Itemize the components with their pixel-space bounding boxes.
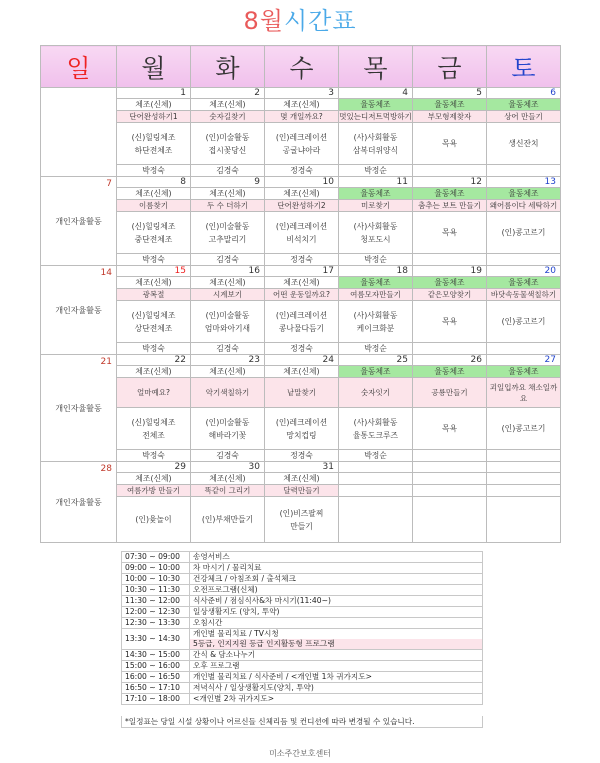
day-dates-cell: 5 bbox=[413, 88, 487, 99]
day-exercise-cell bbox=[413, 473, 487, 485]
week-4-row-date bbox=[41, 355, 561, 366]
day-activity-cell: 미로찾기 bbox=[339, 200, 413, 212]
day-dates-cell: 2 bbox=[191, 88, 265, 99]
day-exercise-cell: 율동체조 bbox=[413, 366, 487, 378]
week-2-row-nm bbox=[41, 254, 561, 266]
daily-schedule-table bbox=[121, 551, 483, 705]
week-1-row-act bbox=[41, 111, 561, 123]
day-exercise-cell: 체조(신체) bbox=[117, 366, 191, 378]
day-activity-cell: 여름모자만들기 bbox=[339, 289, 413, 301]
daily-time: 11:30 ~ 12:00 bbox=[122, 596, 190, 607]
week-4-row-act bbox=[41, 378, 561, 408]
day-dates-cell bbox=[339, 462, 413, 473]
day-activity-cell: 바닷속동물색칠하기 bbox=[487, 289, 561, 301]
day-dates-cell: 1 bbox=[117, 88, 191, 99]
weekday-thu: 목 bbox=[339, 46, 413, 88]
day-activity-cell: 이름찾기 bbox=[117, 200, 191, 212]
day-program-cell: 목욕 bbox=[413, 123, 487, 165]
day-activity-cell: 숫자잇기 bbox=[339, 378, 413, 408]
daily-desc: 건강체크 / 아침조회 / 출석체크 bbox=[190, 574, 483, 585]
day-dates-cell: 29 bbox=[117, 462, 191, 473]
day-staff-cell bbox=[487, 254, 561, 266]
day-activity-cell bbox=[339, 485, 413, 497]
day-staff-cell: 박정순 bbox=[339, 165, 413, 177]
day-exercise-cell: 체조(신체) bbox=[117, 99, 191, 111]
daily-desc-line1: 개인별 물리치료 / TV시청 bbox=[193, 629, 279, 638]
sunday-activity: 개인자율활동 bbox=[55, 403, 102, 413]
week-5-row-act bbox=[41, 485, 561, 497]
day-dates-cell: 10 bbox=[265, 177, 339, 188]
daily-row bbox=[122, 552, 483, 563]
daily-row bbox=[122, 563, 483, 574]
daily-time: 12:30 ~ 13:30 bbox=[122, 618, 190, 629]
daily-time: 09:00 ~ 10:00 bbox=[122, 563, 190, 574]
day-exercise-cell: 율동체조 bbox=[413, 277, 487, 289]
week-5-row-big bbox=[41, 497, 561, 543]
day-program-cell: (신)힐링체조 상단전체조 bbox=[117, 301, 191, 343]
day-staff-cell bbox=[413, 450, 487, 462]
day-exercise-cell: 율동체조 bbox=[339, 366, 413, 378]
daily-time: 10:30 ~ 11:30 bbox=[122, 585, 190, 596]
day-program-cell: (인)미술활동 해바라기꽃 bbox=[191, 408, 265, 450]
day-exercise-cell: 체조(신체) bbox=[191, 188, 265, 200]
day-exercise-cell: 율동체조 bbox=[487, 188, 561, 200]
daily-row bbox=[122, 650, 483, 661]
title-schedule: 시간표 bbox=[283, 7, 357, 35]
week-2-row-act bbox=[41, 200, 561, 212]
day-dates-cell: 16 bbox=[191, 266, 265, 277]
day-dates-cell: 22 bbox=[117, 355, 191, 366]
sunday-cell bbox=[41, 88, 117, 177]
week-1-row-date bbox=[41, 88, 561, 99]
weekday-wed: 수 bbox=[265, 46, 339, 88]
daily-row bbox=[122, 607, 483, 618]
page-title bbox=[0, 4, 600, 38]
day-program-cell: 목욕 bbox=[413, 212, 487, 254]
day-program-cell: (인)윷놀이 bbox=[117, 497, 191, 543]
daily-desc: 차 마시기 / 물리치료 bbox=[190, 563, 483, 574]
day-staff-cell: 박정숙 bbox=[117, 165, 191, 177]
day-program-cell: (인)레크레이션 공굴냐아라 bbox=[265, 123, 339, 165]
day-activity-cell: 상어 만들기 bbox=[487, 111, 561, 123]
daily-desc bbox=[190, 629, 483, 650]
weekday-tue: 화 bbox=[191, 46, 265, 88]
daily-desc: 일상생활지도 (양치, 투약) bbox=[190, 607, 483, 618]
day-program-cell: (사)사회활동 삼복더위양식 bbox=[339, 123, 413, 165]
day-program-cell bbox=[487, 497, 561, 543]
day-dates-cell: 9 bbox=[191, 177, 265, 188]
week-2-row-ex bbox=[41, 188, 561, 200]
daily-row bbox=[122, 574, 483, 585]
daily-row bbox=[122, 585, 483, 596]
day-dates-cell: 27 bbox=[487, 355, 561, 366]
day-program-cell: (인)부채만들기 bbox=[191, 497, 265, 543]
daily-time: 12:00 ~ 12:30 bbox=[122, 607, 190, 618]
daily-time: 15:00 ~ 16:00 bbox=[122, 661, 190, 672]
day-dates-cell: 6 bbox=[487, 88, 561, 99]
sunday-activity: 개인자율활동 bbox=[55, 305, 102, 315]
weekday-mon: 월 bbox=[117, 46, 191, 88]
daily-desc: <개인별 2차 귀가지도> bbox=[190, 694, 483, 705]
day-staff-cell bbox=[413, 165, 487, 177]
day-activity-cell: 시계보기 bbox=[191, 289, 265, 301]
day-staff-cell: 김경숙 bbox=[191, 343, 265, 355]
day-activity-cell: 공룡만들기 bbox=[413, 378, 487, 408]
day-staff-cell bbox=[413, 254, 487, 266]
day-exercise-cell: 체조(신체) bbox=[265, 99, 339, 111]
day-staff-cell: 박정순 bbox=[339, 343, 413, 355]
day-staff-cell: 박정숙 bbox=[117, 343, 191, 355]
daily-row bbox=[122, 618, 483, 629]
day-dates-cell bbox=[487, 462, 561, 473]
day-staff-cell: 정경숙 bbox=[265, 450, 339, 462]
center-name-footer: 미소주간보호센터 bbox=[269, 749, 331, 758]
day-program-cell: (인)미술활동 엄마와아기새 bbox=[191, 301, 265, 343]
day-staff-cell: 박정순 bbox=[339, 254, 413, 266]
daily-row bbox=[122, 672, 483, 683]
day-program-cell bbox=[413, 497, 487, 543]
daily-desc: 간식 & 담소나누기 bbox=[190, 650, 483, 661]
sunday-date: 21 bbox=[100, 357, 112, 367]
day-exercise-cell: 체조(신체) bbox=[191, 473, 265, 485]
daily-time: 16:00 ~ 16:50 bbox=[122, 672, 190, 683]
day-dates-cell: 17 bbox=[265, 266, 339, 277]
day-activity-cell bbox=[487, 485, 561, 497]
week-4-row-nm bbox=[41, 450, 561, 462]
day-exercise-cell: 체조(신체) bbox=[117, 473, 191, 485]
daily-desc: 개인별 물리치료 / 식사준비 / <개인별 1차 귀가지도> bbox=[190, 672, 483, 683]
day-dates-cell: 31 bbox=[265, 462, 339, 473]
day-exercise-cell: 율동체조 bbox=[413, 188, 487, 200]
daily-row bbox=[122, 661, 483, 672]
day-program-cell: 목욕 bbox=[413, 408, 487, 450]
week-5-row-date bbox=[41, 462, 561, 473]
day-activity-cell: 여름가방 만들기 bbox=[117, 485, 191, 497]
sunday-cell bbox=[41, 355, 117, 462]
day-activity-cell: 똑같이 그리기 bbox=[191, 485, 265, 497]
day-activity-cell: 왜어름이다 세탁하기 bbox=[487, 200, 561, 212]
daily-row bbox=[122, 596, 483, 607]
day-program-cell: (신)힐링체조 하단전체조 bbox=[117, 123, 191, 165]
day-staff-cell: 정경숙 bbox=[265, 254, 339, 266]
day-activity-cell: 얼마예요? bbox=[117, 378, 191, 408]
sunday-date: 28 bbox=[100, 464, 112, 474]
day-staff-cell: 박정숙 bbox=[117, 450, 191, 462]
day-activity-cell: 같은모양찾기 bbox=[413, 289, 487, 301]
day-activity-cell: 악기색칠하기 bbox=[191, 378, 265, 408]
weekday-fri: 금 bbox=[413, 46, 487, 88]
day-program-cell: (인)레크레이션 비석치기 bbox=[265, 212, 339, 254]
day-staff-cell: 김경숙 bbox=[191, 254, 265, 266]
day-dates-cell: 13 bbox=[487, 177, 561, 188]
day-exercise-cell: 체조(신체) bbox=[265, 277, 339, 289]
day-exercise-cell: 율동체조 bbox=[487, 366, 561, 378]
day-exercise-cell: 체조(신체) bbox=[191, 366, 265, 378]
week-4-row-ex bbox=[41, 366, 561, 378]
day-program-cell: (인)레크레이션 콩나물다듬기 bbox=[265, 301, 339, 343]
day-program-cell: (인)비즈팔찌 만들기 bbox=[265, 497, 339, 543]
week-1-row-ex bbox=[41, 99, 561, 111]
day-staff-cell bbox=[487, 165, 561, 177]
day-activity-cell: 춤추는 보트 만들기 bbox=[413, 200, 487, 212]
daily-row bbox=[122, 683, 483, 694]
day-staff-cell: 박정숙 bbox=[117, 254, 191, 266]
day-activity-cell: 숫자길찾기 bbox=[191, 111, 265, 123]
day-exercise-cell: 율동체조 bbox=[339, 277, 413, 289]
day-dates-cell bbox=[413, 462, 487, 473]
week-5-row-ex bbox=[41, 473, 561, 485]
day-activity-cell: 멋있는디저트먹방하기 bbox=[339, 112, 412, 121]
daily-row bbox=[122, 694, 483, 705]
daily-desc: 저녁식사 / 일상생활지도(양치, 투약) bbox=[190, 683, 483, 694]
calendar-table bbox=[40, 45, 561, 563]
day-program-cell: (인)콩고르기 bbox=[487, 212, 561, 254]
day-activity-cell: 단어완성하기2 bbox=[265, 200, 339, 212]
day-program-cell: 목욕 bbox=[413, 301, 487, 343]
sunday-cell bbox=[41, 462, 117, 543]
daily-time: 10:00 ~ 10:30 bbox=[122, 574, 190, 585]
week-3-row-nm bbox=[41, 343, 561, 355]
daily-desc: 오침시간 bbox=[190, 618, 483, 629]
daily-time: 07:30 ~ 09:00 bbox=[122, 552, 190, 563]
week-3-row-date bbox=[41, 266, 561, 277]
week-4-row-big bbox=[41, 408, 561, 450]
day-dates-cell: 23 bbox=[191, 355, 265, 366]
day-dates-cell: 4 bbox=[339, 88, 413, 99]
day-exercise-cell bbox=[487, 473, 561, 485]
daily-time: 16:50 ~ 17:10 bbox=[122, 683, 190, 694]
day-program-cell: (인)레크레이션 망치컵링 bbox=[265, 408, 339, 450]
sunday-date: 14 bbox=[100, 268, 112, 278]
day-activity-cell: 두 수 더하기 bbox=[191, 200, 265, 212]
daily-desc-line2: 5등급, 인지지원 등급 인지활동형 프로그램 bbox=[190, 639, 482, 649]
day-program-cell: (인)미술활동 접시꽃당신 bbox=[191, 123, 265, 165]
day-program-cell: (신)힐링체조 중단전체조 bbox=[117, 212, 191, 254]
day-program-cell bbox=[339, 497, 413, 543]
day-program-cell: (인)콩고르기 bbox=[487, 301, 561, 343]
day-dates-cell: 3 bbox=[265, 88, 339, 99]
sunday-cell bbox=[41, 177, 117, 266]
weekday-sun: 일 bbox=[41, 46, 117, 88]
day-staff-cell: 박정순 bbox=[339, 450, 413, 462]
day-staff-cell bbox=[413, 343, 487, 355]
daily-time: 13:30 ~ 14:30 bbox=[122, 629, 190, 650]
day-exercise-cell bbox=[339, 473, 413, 485]
daily-desc: 오전프로그램(신체) bbox=[190, 585, 483, 596]
day-activity-cell: 달력만들기 bbox=[265, 485, 339, 497]
day-program-cell: (사)사회활동 율통도크루즈 bbox=[339, 408, 413, 450]
daily-row bbox=[122, 629, 483, 650]
week-2-row-big bbox=[41, 212, 561, 254]
day-staff-cell: 정경숙 bbox=[265, 165, 339, 177]
day-dates-cell: 11 bbox=[339, 177, 413, 188]
day-dates-cell: 12 bbox=[413, 177, 487, 188]
day-activity-cell: 부모형제찾자 bbox=[413, 111, 487, 123]
day-program-cell: (인)미술활동 고추말리기 bbox=[191, 212, 265, 254]
day-exercise-cell: 체조(신체) bbox=[265, 188, 339, 200]
day-program-cell: (사)사회활동 케이크화분 bbox=[339, 301, 413, 343]
week-1-row-big bbox=[41, 123, 561, 165]
day-program-cell: 생신잔치 bbox=[487, 123, 561, 165]
day-dates-cell: 26 bbox=[413, 355, 487, 366]
day-activity-cell: 단어완성하기1 bbox=[117, 111, 191, 123]
day-exercise-cell: 율동체조 bbox=[339, 188, 413, 200]
day-dates-cell: 19 bbox=[413, 266, 487, 277]
weekday-header bbox=[41, 46, 561, 88]
day-dates-cell: 15 bbox=[117, 266, 191, 277]
week-2-row-date bbox=[41, 177, 561, 188]
schedule-note: *일정표는 당일 시설 상황이나 어르신들 신체리듬 및 컨디션에 따라 변경될 수 있습니다. bbox=[121, 716, 483, 728]
week-3-row-ex bbox=[41, 277, 561, 289]
day-activity-cell: 괴일입까요 채소일까요 bbox=[487, 378, 561, 408]
daily-time: 14:30 ~ 15:00 bbox=[122, 650, 190, 661]
day-staff-cell bbox=[487, 450, 561, 462]
day-activity-cell: 광복절 bbox=[117, 289, 191, 301]
daily-desc: 식사준비 / 점심식사&차 마시기(11:40~) bbox=[190, 596, 483, 607]
day-activity-cell bbox=[413, 485, 487, 497]
day-exercise-cell: 체조(신체) bbox=[191, 277, 265, 289]
day-program-cell: (인)콩고르기 bbox=[487, 408, 561, 450]
day-dates-cell: 24 bbox=[265, 355, 339, 366]
day-exercise-cell: 체조(신체) bbox=[265, 366, 339, 378]
day-dates-cell: 8 bbox=[117, 177, 191, 188]
daily-time: 17:10 ~ 18:00 bbox=[122, 694, 190, 705]
day-exercise-cell: 체조(신체) bbox=[117, 277, 191, 289]
day-staff-cell: 김경숙 bbox=[191, 450, 265, 462]
title-month: 8월 bbox=[243, 7, 284, 35]
day-exercise-cell: 체조(신체) bbox=[265, 473, 339, 485]
sunday-activity: 개인자율활동 bbox=[55, 497, 102, 507]
weekday-sat: 토 bbox=[487, 46, 561, 88]
sunday-activity: 개인자율활동 bbox=[55, 216, 102, 226]
day-activity-cell: 몇 개일까요? bbox=[265, 111, 339, 123]
day-dates-cell: 30 bbox=[191, 462, 265, 473]
day-staff-cell bbox=[487, 343, 561, 355]
day-program-cell: (사)사회활동 청포도시 bbox=[339, 212, 413, 254]
sunday-cell bbox=[41, 266, 117, 355]
day-exercise-cell: 율동체조 bbox=[413, 99, 487, 111]
week-1-row-nm bbox=[41, 165, 561, 177]
day-activity-cell: 어떤 운동일까요? bbox=[265, 289, 339, 301]
daily-desc: 송영서비스 bbox=[190, 552, 483, 563]
day-dates-cell: 20 bbox=[487, 266, 561, 277]
week-3-row-big bbox=[41, 301, 561, 343]
day-exercise-cell: 율동체조 bbox=[487, 99, 561, 111]
day-activity-cell: 낱말찾기 bbox=[265, 378, 339, 408]
day-exercise-cell: 체조(신체) bbox=[117, 188, 191, 200]
day-staff-cell: 정경숙 bbox=[265, 343, 339, 355]
day-exercise-cell: 율동체조 bbox=[487, 277, 561, 289]
day-dates-cell: 18 bbox=[339, 266, 413, 277]
day-exercise-cell: 율동체조 bbox=[339, 99, 413, 111]
day-dates-cell: 25 bbox=[339, 355, 413, 366]
day-staff-cell: 김경숙 bbox=[191, 165, 265, 177]
week-3-row-act bbox=[41, 289, 561, 301]
sunday-date: 7 bbox=[106, 179, 112, 189]
day-program-cell: (신)힐링체조 전체조 bbox=[117, 408, 191, 450]
daily-desc: 오후 프로그램 bbox=[190, 661, 483, 672]
day-exercise-cell: 체조(신체) bbox=[191, 99, 265, 111]
